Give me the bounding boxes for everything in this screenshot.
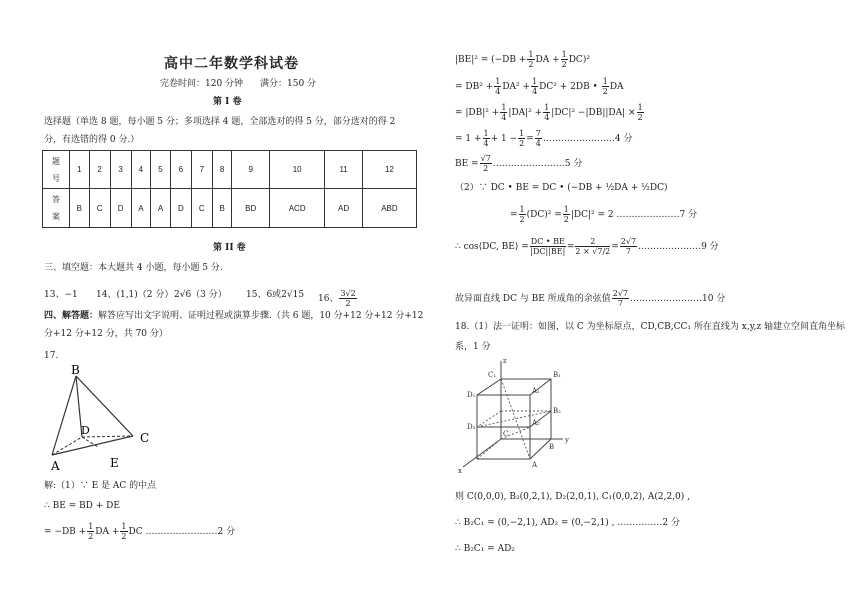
part3-intro-line1: 四、解答题：解答应写出文字说明、证明过程或演算步骤.（共 6 题，10 分+12 分+12 分+12 [44, 311, 424, 321]
eq-line-8: ∴ cos⟨DC, BE⟩ = $\frac{DC • BE}{|DC||BE|}$ = $\frac{2}{2 \times √7/2}$ = $\frac{2√7}{7}$ …………………9 分 [455, 237, 719, 256]
question-number: 1 [70, 151, 90, 189]
cuboid-figure [455, 355, 585, 480]
answer-cell: C [89, 189, 110, 228]
answer-15: 15、6或2√15 [246, 290, 305, 300]
question-number: 12 [362, 151, 416, 189]
question-number: 4 [131, 151, 151, 189]
eq-line-5: BE = $\frac{√7}{2}$ ……………………5 分 [455, 154, 583, 173]
label-A: A [51, 459, 60, 473]
solution-line-1: 解:（1）∵ E 是 AC 的中点 [44, 481, 157, 491]
q18-line-1: 18.（1）法一证明：如图，以 C 为坐标原点，CD,CB,CC₁ 所在直线为 x,y,z 轴建立空间直角坐标 [455, 322, 846, 332]
label-D2: D₂ [467, 423, 476, 431]
vector-line-2: ∴ B₂C₁ = AD₂ [455, 544, 515, 554]
section-title-1: 第 I 卷 [213, 97, 242, 107]
coords-line: 则 C(0,0,0), B₂(0,2,1), D₂(2,0,1), C₁(0,0,2), A(2,2,0) , [455, 492, 691, 502]
label-C: C [503, 430, 509, 438]
page-title: 高中二年数学科试卷 [164, 56, 299, 72]
axis-z: z [503, 357, 507, 365]
eq-line-7: = $\frac{1}{2}$ (DC)² = $\frac{1}{2}$ |DC|² = 2 …………………7 分 [510, 205, 698, 224]
answer-13: 13、−1 [44, 290, 78, 300]
tetrahedron-figure [40, 362, 170, 477]
answer-cell: AD [325, 189, 363, 228]
question-number: 11 [325, 151, 363, 189]
solution-line-2: ∴ BE = BD + DE [44, 501, 120, 511]
answer-cell: ACD [269, 189, 324, 228]
answer-cell: C [191, 189, 212, 228]
eq-line-1: |BE|² = (−DB + $\frac{1}{2}$ DA + $\frac{1}{2}$ DC)² [455, 50, 590, 69]
eq-line-6: （2）∵ DC • BE = DC • (−DB + ½DA + ½DC) [455, 183, 668, 193]
question-17-label: 17. [44, 351, 59, 361]
part1-intro-line2: 分，有选错的得 0 分.） [44, 135, 140, 145]
answer-cell: BD [232, 189, 270, 228]
answer-cell: B [70, 189, 90, 228]
question-number: 6 [170, 151, 191, 189]
answer-cell: B [212, 189, 232, 228]
answer-cell: A [151, 189, 171, 228]
table-row [43, 151, 417, 189]
label-D1: D₁ [467, 391, 476, 399]
answer-cell: ABD [362, 189, 416, 228]
question-number: 10 [269, 151, 324, 189]
score-info: 满分：150 分 [260, 79, 317, 89]
label-A2: A₂ [532, 419, 540, 427]
question-number: 5 [151, 151, 171, 189]
question-number: 9 [232, 151, 270, 189]
label-C1: C₁ [488, 371, 497, 379]
header-answer: 答案 [43, 189, 70, 228]
label-D: D [81, 424, 90, 437]
header-question: 题号 [43, 151, 70, 189]
part1-intro-line1: 选择题（单选 8 题，每小题 5 分；多项选择 4 题，全部选对的得 5 分，部分选对的得 2 [44, 117, 396, 127]
time-info: 完卷时间：120 分钟 [160, 79, 244, 89]
part3-intro-line2: 分+12 分+12 分，共 70 分） [44, 329, 168, 339]
label-A: A [532, 461, 538, 469]
question-number: 8 [212, 151, 232, 189]
label-C: C [140, 431, 150, 445]
answer-cell: A [131, 189, 151, 228]
answer-cell: D [170, 189, 191, 228]
label-B: B [549, 443, 555, 451]
label-A1: A₁ [532, 387, 540, 395]
axis-y: y [565, 436, 569, 444]
eq-line-4: = 1 + $\frac{1}{4}$ + 1 − $\frac{1}{2}$ = $\frac{7}{4}$ ……………………4 分 [455, 129, 633, 148]
table-row [43, 189, 417, 228]
answer-16: 16、 $\frac{3√2}{2}$ [318, 289, 356, 308]
label-B1: B₁ [553, 371, 561, 379]
question-number: 7 [191, 151, 212, 189]
label-B: B [71, 363, 80, 377]
part2-intro: 三、填空题：本大题共 4 小题，每小题 5 分. [44, 263, 223, 273]
answer-table [42, 150, 417, 228]
axis-x: x [458, 467, 462, 475]
section-title-2: 第 II 卷 [213, 243, 246, 253]
eq-line-9: 故异面直线 DC 与 BE 所成角的余弦值 $\frac{2√7}{7}$ ……………………10 分 [455, 289, 726, 308]
solution-line-3: = −DB + $\frac{1}{2}$ DA + $\frac{1}{2}$ DC ……………………2 分 [44, 522, 236, 541]
answer-14: 14、(1,1)（2 分） [96, 290, 174, 300]
label-E: E [110, 456, 119, 470]
eq-line-2: = DB² + $\frac{1}{4}$ DA² + $\frac{1}{4}$ DC² + 2DB • $\frac{1}{2}$ DA [455, 77, 624, 96]
question-number: 2 [89, 151, 110, 189]
label-B2: B₂ [553, 407, 561, 415]
answer-14b: 2√6（3 分） [174, 290, 227, 300]
q18-line-2: 系，1 分 [455, 342, 491, 352]
eq-line-3: = |DB|² + $\frac{1}{4}$ |DA|² + $\frac{1}{4}$ |DC|² −|DB||DA| × $\frac{1}{2}$ [455, 103, 643, 122]
answer-cell: D [110, 189, 131, 228]
question-number: 3 [110, 151, 131, 189]
vector-line-1: ∴ B₂C₁ = (0,−2,1), AD₂ = (0,−2,1) , ……………2 分 [455, 518, 680, 528]
